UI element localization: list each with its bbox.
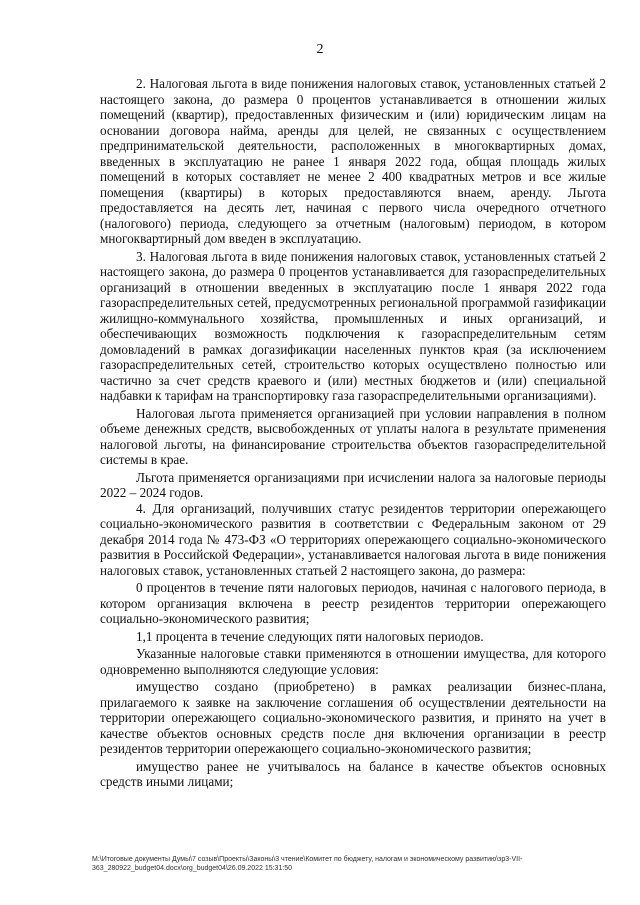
paragraph-rate-1-1: 1,1 процента в течение следующих пяти налоговых периодов. xyxy=(136,628,484,644)
file-path-footer: M:\Итоговые документы Думы\7 созыв\Проекты\Законы\3 чтение\Комитет по бюджету, налогам и экономическому развитию\зр3-VII-363_280922_budget04.docx\org_budget04\26.09.2022 15:31:50 xyxy=(92,856,523,872)
paragraph-item-3: 3. Налоговая льгота в виде понижения налоговых ставок, установленных статьей 2 настоящего закона, до размера 0 процентов устанавливается для газораспределительных организаций в отношении введенных в эксплуатацию после 1 января 2022 года газораспределительных сетей, предусмотренных региональной программой газификации жилищно-коммунального хозяйства, промышленных и иных организаций, и обеспечивающих возможность подключения к газораспределительным сетям домовладений в рамках догазификации населенных пунктов края (за исключением газораспределительных сетей, строительство которых осуществлено полностью или частично за счет средств краевого и (или) местных бюджетов и (или) специальной надбавки к тарифам на транспортировку газа газораспределительными организациями). xyxy=(100,248,606,403)
paragraph-condition-created: имущество создано (приобретено) в рамках реализации бизнес-плана, прилагаемого к заявке на заключение соглашения об осуществлении деятельности на территории опережающего социально-экономического развития, и принято на учет в качестве объектов основных средств после дня включения организации в реестр резидентов территории опережающего социально-экономического развития; xyxy=(100,679,606,756)
paragraph-rate-zero: 0 процентов в течение пяти налоговых периодов, начиная с налогового периода, в котором организация включена в реестр резидентов территории опережающего социально-экономического развития; xyxy=(100,580,606,626)
paragraph-conditions-intro: Указанные налоговые ставки применяются в отношении имущества, для которого одновременно выполняются следующие условия: xyxy=(100,646,606,677)
page-number: 2 xyxy=(316,42,324,57)
paragraph-item-4: 4. Для организаций, получивших статус резидентов территории опережающего социально-экономического развития в соответствии с Федеральным законом от 29 декабря 2014 года № 473-ФЗ «О территориях опережающего социально-экономического развития в Российской Федерации», устанавливается налоговая льгота в виде понижения налоговых ставок, установленных статьей 2 настоящего закона, до размера: xyxy=(100,500,606,578)
paragraph-condition: Налоговая льгота применяется организацией при условии направления в полном объеме денежных средств, высвобожденных от уплаты налога в результате применения налоговой льготы, на финансирование строительства объектов газораспределительной системы в крае. xyxy=(100,405,606,467)
paragraph-condition-balance: имущество ранее не учитывалось на балансе в качестве объектов основных средств иными лицами; xyxy=(100,758,606,789)
paragraph-periods: Льгота применяется организациями при исчислении налога за налоговые периоды 2022 – 2024 годов. xyxy=(100,469,606,500)
document-body xyxy=(100,76,606,790)
paragraph-item-2: 2. Налоговая льгота в виде понижения налоговых ставок, установленных статьей 2 настоящего закона, до размера 0 процентов устанавливается в отношении жилых помещений (квартир), предоставленных физическим и (или) юридическим лицам на основании договора найма, аренды для целей, не связанных с осуществлением предпринимательской деятельности, расположенных в многоквартирных домах, введенных в эксплуатацию не ранее 1 января 2022 года, общая площадь жилых помещений в которых составляет не менее 2 400 квадратных метров и все жилые помещения (квартиры) в которых предоставляются внаем, аренду. Льгота предоставляется на десять лет, начиная с первого числа очередного отчетного (налогового) периода, следующего за отчетным (налоговым) периодом, в котором многоквартирный дом введен в эксплуатацию. xyxy=(100,76,606,246)
